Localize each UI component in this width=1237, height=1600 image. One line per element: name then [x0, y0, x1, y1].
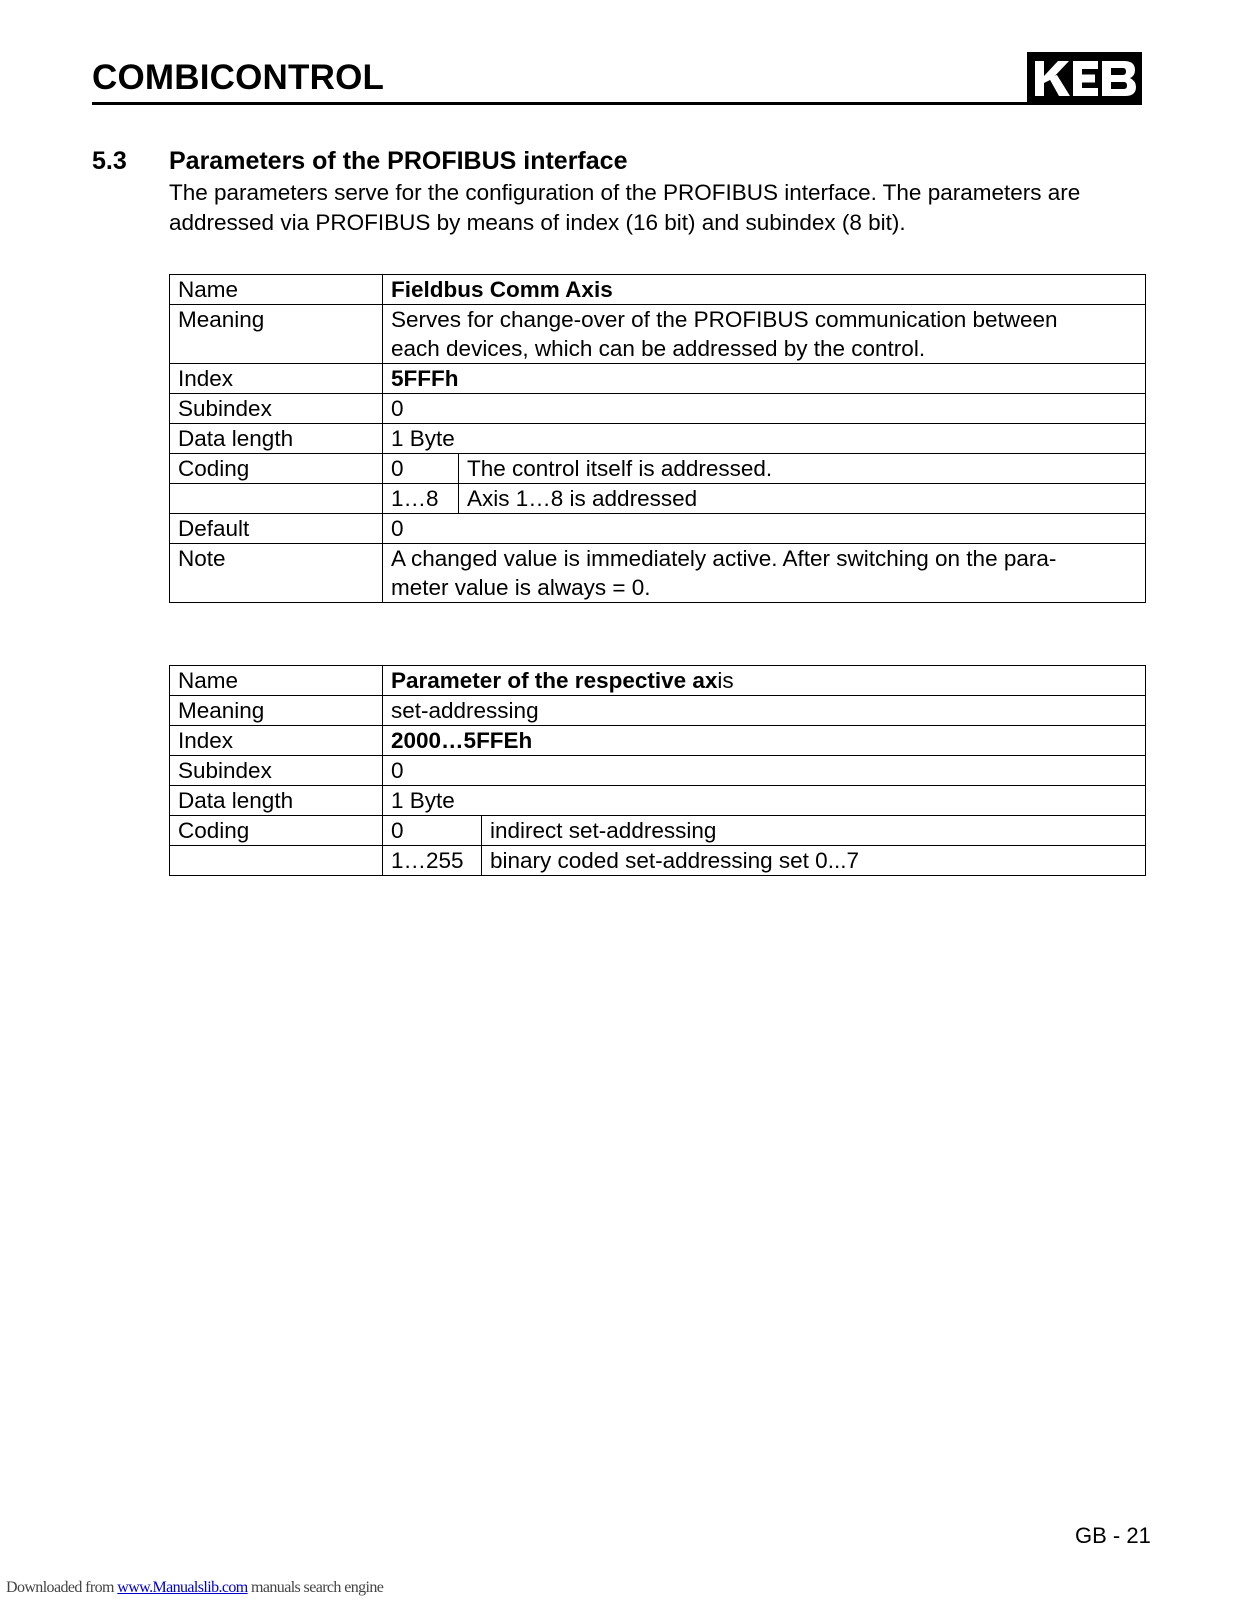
index-value: 5FFFh	[383, 364, 1146, 394]
table-row	[170, 756, 1146, 786]
intro-line: addressed via PROFIBUS by means of index (16 bit) and subindex (8 bit).	[169, 210, 906, 235]
parameter-name-bold: Parameter of the respective ax	[391, 668, 718, 693]
table-row	[170, 786, 1146, 816]
subindex-value: 0	[383, 756, 1146, 786]
row-label: Coding	[170, 454, 383, 484]
row-label: Name	[170, 275, 383, 305]
row-label: Subindex	[170, 394, 383, 424]
table-row	[170, 424, 1146, 454]
coding-desc: Axis 1…8 is addressed	[459, 484, 1146, 514]
row-label: Meaning	[170, 305, 383, 364]
row-label: Meaning	[170, 696, 383, 726]
row-label: Data length	[170, 786, 383, 816]
table-row	[170, 484, 1146, 514]
row-label: Subindex	[170, 756, 383, 786]
coding-desc: binary coded set-addressing set 0...7	[482, 846, 1146, 876]
page-number: GB - 21	[1075, 1523, 1151, 1548]
section-number: 5.3	[92, 147, 127, 175]
section-intro	[169, 178, 1149, 238]
table-row	[170, 514, 1146, 544]
row-label: Data length	[170, 424, 383, 454]
table-row	[170, 454, 1146, 484]
row-label: Index	[170, 726, 383, 756]
row-label: Default	[170, 514, 383, 544]
meaning-line: Serves for change-over of the PROFIBUS communication between	[391, 307, 1058, 332]
table-row	[170, 666, 1146, 696]
footer-prefix: Downloaded from	[6, 1579, 118, 1596]
manualslib-link[interactable]: www.Manualslib.com	[117, 1579, 248, 1596]
coding-value: 0	[383, 454, 459, 484]
row-label: Index	[170, 364, 383, 394]
coding-value: 0	[383, 816, 482, 846]
row-label-empty	[170, 846, 383, 876]
index-value: 2000…5FFEh	[383, 726, 1146, 756]
page-header	[92, 52, 1142, 106]
coding-value: 1…255	[383, 846, 482, 876]
header-divider	[92, 102, 1142, 105]
intro-line: The parameters serve for the configuration of the PROFIBUS interface. The parameters are	[169, 180, 1081, 205]
meaning-value: set-addressing	[383, 696, 1146, 726]
note-line: meter value is always = 0.	[391, 575, 651, 600]
datalength-value: 1 Byte	[383, 786, 1146, 816]
meaning-cell	[383, 305, 1146, 364]
keb-logo	[1027, 52, 1142, 105]
note-cell	[383, 544, 1146, 603]
parameter-table-respective-axis	[169, 665, 1146, 876]
row-label: Note	[170, 544, 383, 603]
document-title: COMBICONTROL	[92, 58, 385, 97]
table-row	[170, 846, 1146, 876]
table-row	[170, 394, 1146, 424]
parameter-name	[383, 666, 1146, 696]
download-footer	[6, 1579, 383, 1597]
table-row	[170, 816, 1146, 846]
table-row	[170, 364, 1146, 394]
table-row	[170, 544, 1146, 603]
coding-desc: indirect set-addressing	[482, 816, 1146, 846]
subindex-value: 0	[383, 394, 1146, 424]
footer-suffix: manuals search engine	[247, 1579, 384, 1596]
table-row	[170, 696, 1146, 726]
parameter-table-fieldbus-comm-axis	[169, 274, 1146, 603]
note-line: A changed value is immediately active. After switching on the para-	[391, 546, 1057, 571]
table-row	[170, 305, 1146, 364]
coding-value: 1…8	[383, 484, 459, 514]
table-row	[170, 275, 1146, 305]
parameter-name: Fieldbus Comm Axis	[383, 275, 1146, 305]
table-row	[170, 726, 1146, 756]
row-label: Name	[170, 666, 383, 696]
meaning-line: each devices, which can be addressed by the control.	[391, 336, 926, 361]
coding-desc: The control itself is addressed.	[459, 454, 1146, 484]
parameter-name-rest: is	[717, 668, 734, 693]
default-value: 0	[383, 514, 1146, 544]
section-title: Parameters of the PROFIBUS interface	[169, 147, 628, 175]
datalength-value: 1 Byte	[383, 424, 1146, 454]
row-label: Coding	[170, 816, 383, 846]
row-label-empty	[170, 484, 383, 514]
